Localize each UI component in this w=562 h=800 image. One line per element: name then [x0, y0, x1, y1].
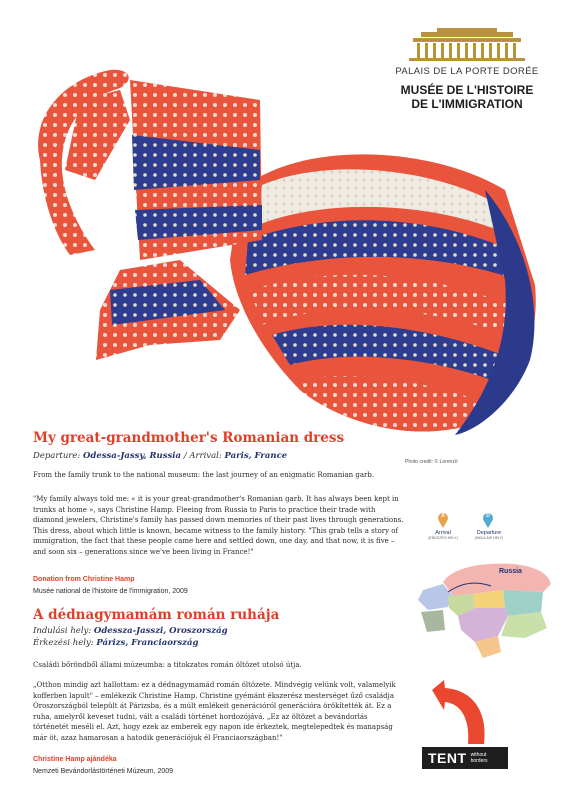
palais-name: PALAIS DE LA PORTE DORÉE	[395, 66, 539, 77]
tent-small-line-1: without	[470, 752, 487, 758]
tent-logo	[418, 672, 528, 777]
dress-bodice	[65, 80, 262, 360]
english-title: My great-grandmother's Romanian dress	[33, 430, 345, 446]
english-institution: Musée national de l'histoire de l'immigration, 2009	[33, 588, 188, 595]
arrival-sub-label: (ÉRKEZÉSI HELY)	[428, 536, 458, 540]
arrival-label	[423, 530, 463, 540]
english-departure-label: Departure:	[33, 451, 81, 461]
departure-label-text: Departure	[476, 530, 502, 536]
hungarian-arrival-value: Párizs, Franciaország	[96, 638, 199, 648]
photo-credit: Photo credit: © Lorenzö	[405, 459, 458, 465]
departure-letter: D	[486, 513, 490, 519]
map-countries	[418, 564, 551, 658]
english-arrival-label: Arrival:	[189, 451, 222, 461]
english-departure-value: Odessa-Jassy, Russia	[82, 451, 182, 461]
arrival-letter: A	[441, 513, 445, 519]
dress-photo	[0, 40, 560, 450]
russia-label: Russia	[499, 568, 522, 575]
red-arrow-icon	[418, 672, 498, 752]
english-body: "My family always told me: « it is your great-grandmother's Romanian garb. It has always been kept in trunks at home », says Christine Hamp. Fleeing from Russia to Paris to practice their trade with diamond jewelers, Christine's family has passed down memories of their past lives through generations. This dress, about which little is known, became witness to the family history. "This grab tells a story of immigration, the fact that these people came here and settled down, one day, and that now, it is five – and soon six – generations since we've been living in France!"	[33, 495, 404, 556]
tent-small-line-2: borders	[470, 758, 488, 764]
hungarian-departure-value: Odessza-Jasszi, Oroszország	[93, 626, 228, 636]
hungarian-departure	[33, 626, 228, 636]
hungarian-departure-label: Indulási hely:	[33, 626, 92, 636]
english-route	[33, 451, 287, 461]
tent-wordmark	[422, 747, 508, 769]
departure-label	[468, 530, 510, 540]
hungarian-institution: Nemzeti Bevándorlástörténeti Múzeum, 2009	[33, 768, 174, 775]
english-donor: Donation from Christine Hamp	[33, 576, 135, 583]
arrival-label-text: Arrival	[435, 530, 451, 536]
english-route-separator: /	[181, 451, 190, 461]
hungarian-arrival-label: Érkezési hely:	[33, 638, 94, 648]
hungarian-body: „Otthon mindig azt hallottam: ez a dédnagymamád román öltözete. Mindvégig velünk volt, valamelyik kofferben lapult" – emlékezik Christine Hamp. Christine gyémánt ékszerész mesterséget űző családja Oroszországból települt át Párizsba, és a múlt emlékeit generációról generációra örökítették át. Ez a ruha, amelyről keveset tudni, vált a családi történet hordozójává. „Ez az öltözet a bevándorlás történetét meséli el. Azt, hogy ezek az emberek egy napon ide érkeztek, megtelepedtek és manapság már öt, azaz hamarosan a hatodik generációjuk él Franciaországban!"	[33, 681, 396, 742]
tent-small-text	[471, 752, 488, 764]
hungarian-title: A dédnagymamám román ruhája	[33, 607, 280, 623]
hungarian-arrival	[33, 638, 198, 648]
hungarian-intro: Családi bőröndből állami múzeumba: a titokzatos román öltözet utolsó útja.	[33, 661, 302, 669]
hungarian-donor: Christine Hamp ajándéka	[33, 756, 117, 763]
musee-line-2: DE L'IMMIGRATION	[411, 97, 523, 111]
dress-skirt	[230, 154, 536, 435]
musee-line-1: MUSÉE DE L'HISTOIRE	[400, 83, 534, 97]
english-arrival-value: Paris, France	[224, 451, 288, 461]
departure-sub-label: (INDULÁSI HELY)	[474, 536, 504, 540]
tent-big-text: TENT	[428, 750, 467, 766]
english-intro: From the family trunk to the national museum: the last journey of an enigmatic Romanian garb.	[33, 471, 375, 479]
